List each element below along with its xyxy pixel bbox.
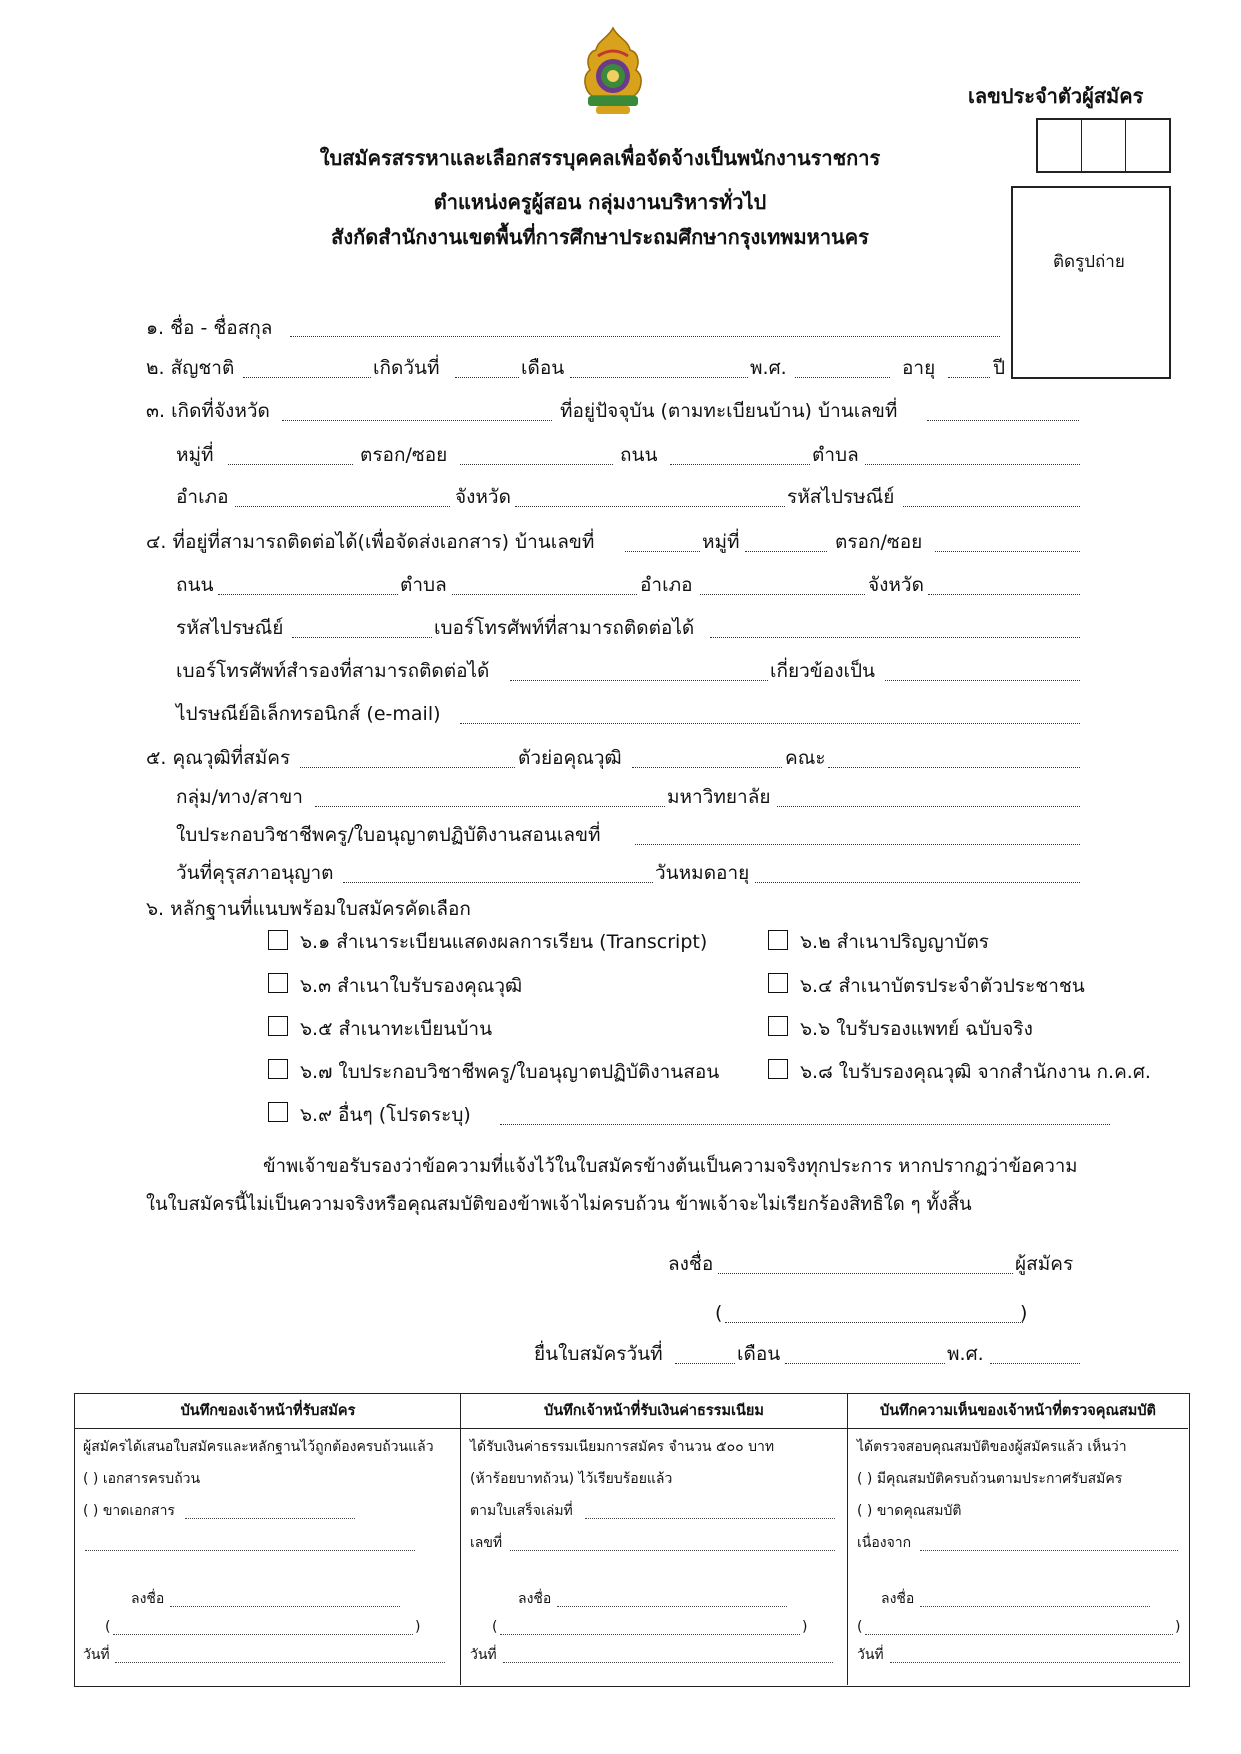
license-issued-field[interactable]: [343, 882, 653, 883]
postcode-label: รหัสไปรษณีย์: [787, 486, 895, 508]
relation-field[interactable]: [885, 680, 1080, 681]
contact-amphoe-field[interactable]: [700, 594, 865, 595]
receiver-note-field[interactable]: [85, 1550, 415, 1551]
photo-box: [1011, 186, 1171, 379]
receiver-sign-field[interactable]: [170, 1606, 400, 1607]
phone2-field[interactable]: [510, 680, 768, 681]
receiver-docs-complete: ( ) เอกสารครบถ้วน: [83, 1471, 201, 1487]
doc-label-7: ๖.๗ ใบประกอบวิชาชีพครู/ใบอนุญาตปฏิบัติงานสอน: [300, 1061, 720, 1083]
birth-province-label: ๓. เกิดที่จังหวัด: [146, 400, 270, 422]
qual-line-1: ได้ตรวจสอบคุณสมบัติของผู้สมัครแล้ว เห็นว่า: [857, 1439, 1127, 1455]
submitted-month-label: เดือน: [737, 1343, 781, 1365]
phone-label: เบอร์โทรศัพท์ที่สามารถติดต่อได้: [434, 617, 695, 639]
age-label: อายุ: [902, 357, 936, 379]
doc-checkbox-6[interactable]: [768, 1016, 788, 1036]
qual-complete: ( ) มีคุณสมบัติครบถ้วนตามประกาศรับสมัคร: [857, 1471, 1123, 1487]
qual-paren-open: (: [857, 1619, 863, 1635]
university-label: มหาวิทยาลัย: [667, 786, 771, 808]
qualification-abbr-field[interactable]: [632, 767, 782, 768]
doc-checkbox-4[interactable]: [768, 973, 788, 993]
receiver-docs-missing: ( ) ขาดเอกสาร: [83, 1503, 175, 1519]
submitted-year-label: พ.ศ.: [947, 1343, 984, 1365]
page-title: ใบสมัครสรรหาและเลือกสรรบุคคลเพื่อจัดจ้างเป็นพนักงานราชการ: [319, 146, 881, 170]
page-subtitle-position: ตำแหน่งครูผู้สอน กลุ่มงานบริหารทั่วไป: [433, 190, 767, 214]
applicant-id-label: เลขประจำตัวผู้สมัคร: [968, 84, 1144, 108]
printed-name-open: (: [715, 1302, 723, 1324]
table-header-qualification: บันทึกความเห็นของเจ้าหน้าที่ตรวจคุณสมบัติ: [880, 1403, 1156, 1419]
tambon-field[interactable]: [865, 464, 1080, 465]
contact-tambon-label: ตำบล: [400, 574, 447, 596]
name-field[interactable]: [290, 336, 1000, 337]
contact-road-field[interactable]: [218, 594, 398, 595]
fee-line-1: ได้รับเงินค่าธรรมเนียมการสมัคร จำนวน ๕๐๐ บาท: [470, 1439, 775, 1455]
fee-date-label: วันที่: [470, 1647, 497, 1663]
nationality-label: ๒. สัญชาติ: [146, 357, 235, 379]
qual-sign-label: ลงชื่อ: [881, 1591, 915, 1607]
faculty-field[interactable]: [828, 767, 1080, 768]
declaration-line-1: ข้าพเจ้าขอรับรองว่าข้อความที่แจ้งไว้ในใบสมัครข้างต้นเป็นความจริงทุกประการ หากปรากฏว่าข้อความ: [263, 1156, 1078, 1177]
tambon-label: ตำบล: [812, 444, 859, 466]
contact-road-label: ถนน: [176, 574, 214, 596]
submitted-label: ยื่นใบสมัครวันที่: [534, 1343, 663, 1365]
qualification-field[interactable]: [300, 767, 515, 768]
fee-date-field[interactable]: [503, 1662, 833, 1663]
fee-line-2: (ห้าร้อยบาทถ้วน) ไว้เรียบร้อยแล้ว: [470, 1471, 673, 1487]
relation-label: เกี่ยวข้องเป็น: [770, 660, 876, 682]
receiver-date-field[interactable]: [115, 1662, 445, 1663]
doc-checkbox-9[interactable]: [268, 1102, 288, 1122]
doc-checkbox-8[interactable]: [768, 1059, 788, 1079]
qual-paren-close: ): [1175, 1619, 1181, 1635]
doc-checkbox-1[interactable]: [268, 930, 288, 950]
qual-date-label: วันที่: [857, 1647, 884, 1663]
contact-province-field[interactable]: [928, 594, 1080, 595]
birth-year-field[interactable]: [795, 377, 890, 378]
years-label: ปี: [993, 357, 1006, 379]
doc-checkbox-2[interactable]: [768, 930, 788, 950]
qual-reason-field[interactable]: [920, 1550, 1178, 1551]
contact-postcode-field[interactable]: [292, 637, 432, 638]
moo-label: หมู่ที่: [176, 444, 214, 466]
qual-name-field[interactable]: [865, 1634, 1173, 1635]
contact-moo-label: หมู่ที่: [702, 531, 740, 553]
doc-label-6: ๖.๖ ใบรับรองแพทย์ ฉบับจริง: [800, 1018, 1033, 1040]
contact-tambon-field[interactable]: [452, 594, 637, 595]
doc-label-8: ๖.๘ ใบรับรองคุณวุฒิ จากสำนักงาน ก.ค.ศ.: [800, 1061, 1151, 1083]
doc-label-2: ๖.๒ สำเนาปริญญาบัตร: [800, 931, 989, 953]
postcode-field[interactable]: [903, 506, 1080, 507]
qualification-abbr-label: ตัวย่อคุณวุฒิ: [518, 747, 622, 769]
doc-checkbox-5[interactable]: [268, 1016, 288, 1036]
contact-province-label: จังหวัด: [868, 574, 924, 596]
receiver-name-field[interactable]: [113, 1634, 413, 1635]
sign-label: ลงชื่อ: [668, 1253, 714, 1275]
receiver-line-1: ผู้สมัครได้เสนอใบสมัครและหลักฐานไว้ถูกต้องครบถ้วนแล้ว: [83, 1439, 434, 1455]
fee-receipt-no-field[interactable]: [510, 1550, 835, 1551]
qualification-label: ๕. คุณวุฒิที่สมัคร: [146, 747, 291, 769]
phone-field[interactable]: [710, 637, 1080, 638]
house-number-field[interactable]: [927, 420, 1079, 421]
printed-name-field[interactable]: [725, 1322, 1023, 1323]
soi-field[interactable]: [460, 464, 613, 465]
soi-label: ตรอก/ซอย: [360, 444, 448, 466]
photo-label: ติดรูปถ่าย: [1053, 252, 1125, 272]
phone2-label: เบอร์โทรศัพท์สำรองที่สามารถติดต่อได้: [176, 660, 490, 682]
fee-sign-label: ลงชื่อ: [518, 1591, 552, 1607]
fee-receipt-book-label: ตามใบเสร็จเล่มที่: [470, 1503, 573, 1519]
declaration-line-2: ในใบสมัครนี้ไม่เป็นความจริงหรือคุณสมบัติของข้าพเจ้าไม่ครบถ้วน ข้าพเจ้าจะไม่เรียกร้องสิทธิใด ๆ ทั้งสิ้น: [146, 1194, 972, 1215]
birthday-label: เกิดวันที่: [373, 357, 440, 379]
road-field[interactable]: [670, 464, 810, 465]
doc-other-field[interactable]: [500, 1124, 1110, 1125]
province-field[interactable]: [515, 506, 785, 507]
age-field[interactable]: [948, 377, 990, 378]
table-header-receiver: บันทึกของเจ้าหน้าที่รับสมัคร: [180, 1403, 356, 1419]
receiver-sign-label: ลงชื่อ: [131, 1591, 165, 1607]
major-field[interactable]: [315, 806, 665, 807]
doc-label-4: ๖.๔ สำเนาบัตรประจำตัวประชาชน: [800, 975, 1085, 997]
birth-year-label: พ.ศ.: [750, 357, 787, 379]
contact-soi-label: ตรอก/ซอย: [835, 531, 923, 553]
qual-date-field[interactable]: [890, 1662, 1180, 1663]
receiver-paren-open: (: [105, 1619, 111, 1635]
email-field[interactable]: [460, 723, 1080, 724]
university-field[interactable]: [777, 806, 1080, 807]
road-label: ถนน: [620, 444, 658, 466]
teaching-license-field[interactable]: [635, 844, 1080, 845]
doc-label-9: ๖.๙ อื่นๆ (โปรดระบุ): [300, 1104, 471, 1126]
doc-label-1: ๖.๑ สำเนาระเบียนแสดงผลการเรียน (Transcript): [300, 931, 708, 953]
amphoe-label: อำเภอ: [176, 486, 229, 508]
major-label: กลุ่ม/ทาง/สาขา: [176, 786, 303, 808]
obec-emblem-icon: [578, 26, 648, 118]
office-records-table: [74, 1393, 1190, 1687]
qual-missing: ( ) ขาดคุณสมบัติ: [857, 1503, 962, 1519]
submitted-day-field[interactable]: [675, 1363, 735, 1364]
doc-checkbox-3[interactable]: [268, 973, 288, 993]
qual-reason-label: เนื่องจาก: [857, 1535, 912, 1551]
fee-paren-close: ): [802, 1619, 808, 1635]
fee-receipt-book-field[interactable]: [585, 1518, 835, 1519]
qual-sign-field[interactable]: [920, 1606, 1150, 1607]
contact-moo-field[interactable]: [745, 551, 827, 552]
submitted-year-field[interactable]: [990, 1363, 1080, 1364]
documents-label: ๖. หลักฐานที่แนบพร้อมใบสมัครคัดเลือก: [146, 898, 471, 920]
moo-field[interactable]: [228, 464, 353, 465]
birth-month-label: เดือน: [521, 357, 565, 379]
applicant-id-box[interactable]: [1036, 118, 1171, 173]
fee-receipt-no-label: เลขที่: [470, 1535, 503, 1551]
teaching-license-label: ใบประกอบวิชาชีพครู/ใบอนุญาตปฏิบัติงานสอนเลขที่: [176, 824, 601, 846]
submitted-month-field[interactable]: [785, 1363, 945, 1364]
faculty-label: คณะ: [785, 747, 826, 769]
doc-label-3: ๖.๓ สำเนาใบรับรองคุณวุฒิ: [300, 975, 523, 997]
license-expire-field[interactable]: [755, 882, 1080, 883]
fee-paren-open: (: [492, 1619, 498, 1635]
fee-sign-field[interactable]: [557, 1606, 787, 1607]
page-subtitle-office: สังกัดสำนักงานเขตพื้นที่การศึกษาประถมศึกษากรุงเทพมหานคร: [331, 225, 869, 249]
printed-name-close: ): [1020, 1302, 1028, 1324]
nationality-field[interactable]: [243, 377, 371, 378]
license-expire-label: วันหมดอายุ: [655, 862, 750, 884]
license-issued-label: วันที่คุรุสภาอนุญาต: [176, 862, 334, 884]
province-label: จังหวัด: [455, 486, 511, 508]
birth-province-field[interactable]: [282, 420, 552, 421]
contact-soi-field[interactable]: [935, 551, 1080, 552]
contact-postcode-label: รหัสไปรษณีย์: [176, 617, 284, 639]
table-header-fee: บันทึกเจ้าหน้าที่รับเงินค่าธรรมเนียม: [544, 1403, 764, 1419]
birthday-field[interactable]: [455, 377, 519, 378]
applicant-label: ผู้สมัคร: [1015, 1253, 1074, 1275]
amphoe-field[interactable]: [235, 506, 450, 507]
contact-house-number-field[interactable]: [625, 551, 700, 552]
sign-field[interactable]: [718, 1273, 1013, 1274]
current-address-label: ที่อยู่ปัจจุบัน (ตามทะเบียนบ้าน) บ้านเลขที่: [560, 400, 898, 422]
doc-checkbox-7[interactable]: [268, 1059, 288, 1079]
name-label: ๑. ชื่อ - ชื่อสกุล: [146, 317, 273, 339]
receiver-paren-close: ): [415, 1619, 421, 1635]
contact-amphoe-label: อำเภอ: [640, 574, 693, 596]
birth-month-field[interactable]: [570, 377, 748, 378]
contact-address-label: ๔. ที่อยู่ที่สามารถติดต่อได้(เพื่อจัดส่งเอกสาร) บ้านเลขที่: [146, 531, 595, 553]
receiver-date-label: วันที่: [83, 1647, 110, 1663]
receiver-missing-field[interactable]: [185, 1518, 355, 1519]
email-label: ไปรษณีย์อิเล็กทรอนิกส์ (e-mail): [176, 703, 441, 725]
doc-label-5: ๖.๕ สำเนาทะเบียนบ้าน: [300, 1018, 493, 1040]
fee-name-field[interactable]: [500, 1634, 800, 1635]
